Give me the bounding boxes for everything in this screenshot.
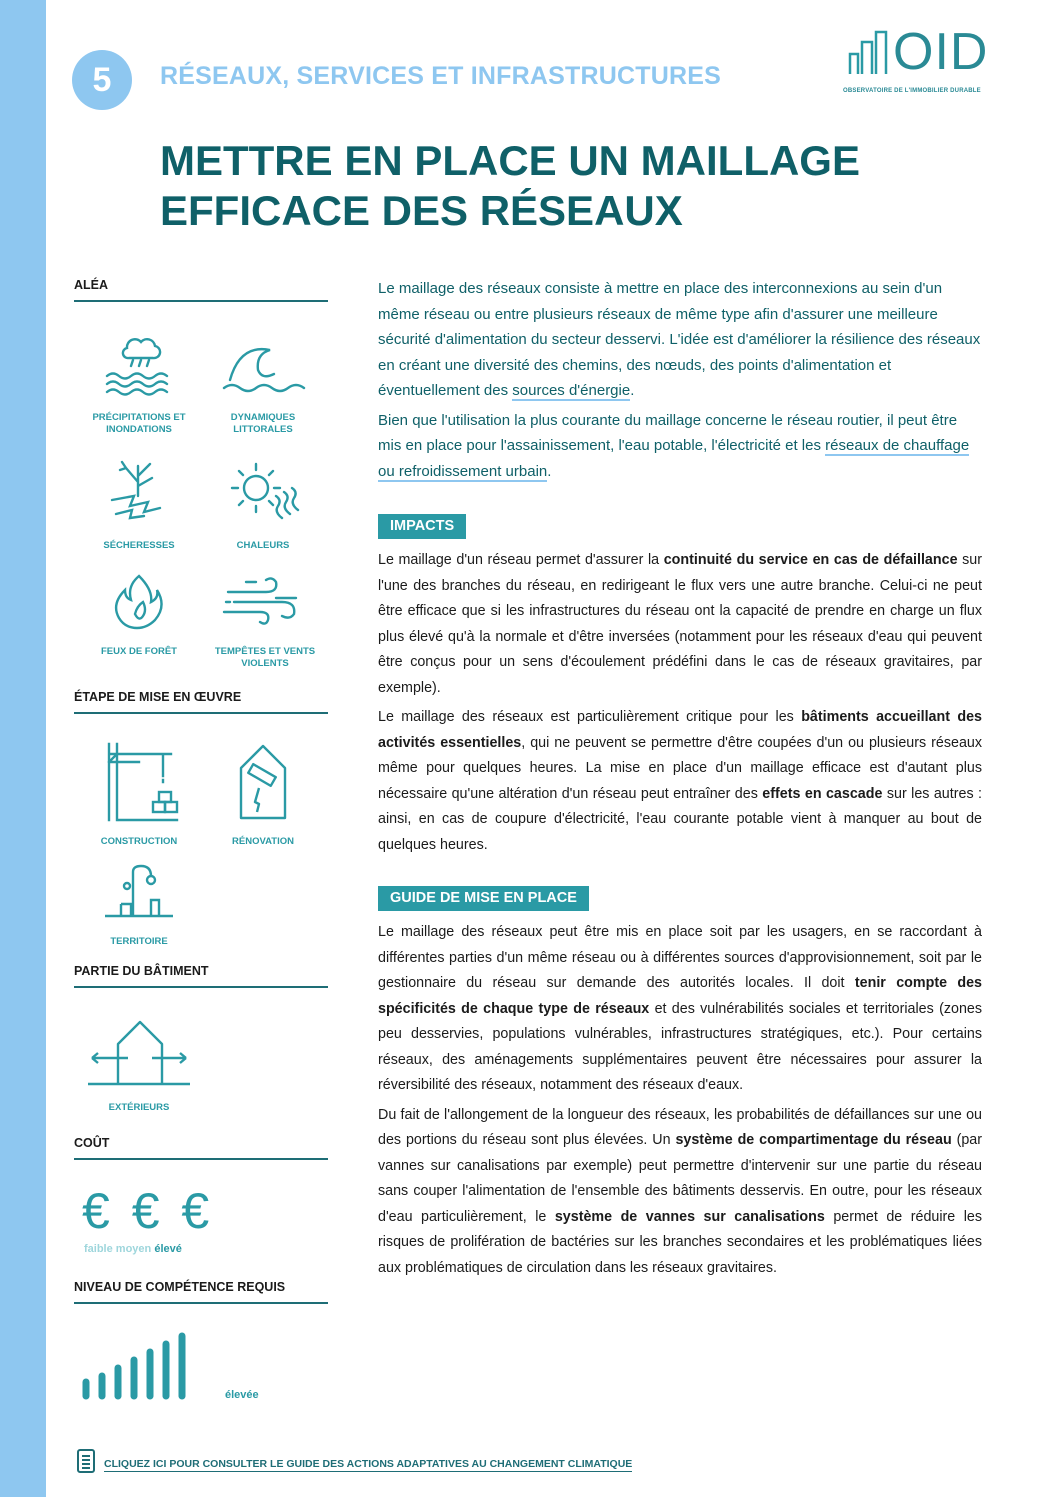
guide-paragraph-1: Le maillage des réseaux peut être mis en place soit par les usagers, en se raccordant à différentes parties d'un même réseau ou à différentes sources d'approvisionnement, soit par le gestionnaire du réseau sur demande des autorités locales. Il doit tenir compte des spécificités de chaque type de réseaux et des vulnérabilités sociales et territoriales (zones peu desservies, populations vulnérables, infrastructures stratégiques, etc.). Pour certains réseaux, des aménagements supplémentaires peuvent être nécessaires pour assurer la réversibilité des réseaux, notamment des réseaux d'eaux. xyxy=(378,924,982,1093)
hazard-secheresses xyxy=(84,456,194,552)
intro-text xyxy=(378,276,982,484)
alea-section xyxy=(74,278,328,302)
wind-icon xyxy=(220,570,310,632)
cost-mid: moyen xyxy=(115,1243,152,1255)
hazard-tempetes xyxy=(208,570,322,670)
part-exterieurs xyxy=(84,1018,194,1114)
euro-icon: € € € xyxy=(82,1183,214,1239)
cost-low: faible xyxy=(84,1243,113,1255)
hazard-label: SÉCHERESSES xyxy=(103,540,175,551)
link-sources-energie[interactable]: sources d'énergie xyxy=(512,382,631,399)
streetlamp-icon xyxy=(101,864,177,920)
flame-icon xyxy=(109,570,169,632)
title-line-1: METTRE EN PLACE UN MAILLAGE xyxy=(160,137,860,184)
hazard-precipitations xyxy=(84,330,194,436)
step-label: RÉNOVATION xyxy=(232,836,294,847)
document-icon xyxy=(76,1448,96,1474)
title-line-2: EFFICACE DES RÉSEAUX xyxy=(160,187,683,234)
logo-text: OID xyxy=(893,23,989,81)
guide-paragraph-2: Du fait de l'allongement de la longueur des réseaux, les probabilités de défaillances sur une ou des portions du réseau sont plus élevées. Un système de compartimentage du réseau (par vannes sur canalisations par exemple) peut permettre d'intervenir sur une partie du réseau sans couper l'alimentation de l'ensemble des bâtiments desservis. En outre, pour les réseaux d'eau particulièrement, le système de vannes sur canalisations permet de réduire les risques de prolifération de bactéries sur les branches secondaires et les problématiques liées aux problématiques de circulation dans les réseaux gravitaires. xyxy=(378,1106,983,1276)
footer-link-text[interactable]: CLIQUEZ ICI POUR CONSULTER LE GUIDE DES ACTIONS ADAPTATIVES AU CHANGEMENT CLIMATIQUE xyxy=(104,1458,633,1470)
paint-roller-house-icon xyxy=(233,740,293,822)
alea-heading: ALÉA xyxy=(74,278,328,302)
intro-paragraph-1: Le maillage des réseaux consiste à mettre en place des interconnexions au sein d'un même réseau ou entre plusieurs réseaux de même type afin d'assurer une meilleure sécurité d'alimentation du secteur desservi. L'idée est d'améliorer la résilience des réseaux en créant une diversité des chemins, des nœuds, des points d'alimentation et éventuellement des sources d'énergie. xyxy=(378,280,981,399)
footer-link[interactable] xyxy=(76,1448,716,1478)
hazard-littorales xyxy=(208,330,318,436)
rain-waves-icon xyxy=(101,330,177,398)
intro-paragraph-2: Bien que l'utilisation la plus courante du maillage concerne le réseau routier, il peut être mis en place pour l'assainissement, l'eau potable, l'électricité et les réseaux de chauffage ou refroidissement urbain. xyxy=(378,411,970,480)
hazard-label: INONDATIONS xyxy=(106,424,172,435)
hazard-label: DYNAMIQUES xyxy=(230,412,296,423)
page-title xyxy=(160,136,940,236)
crane-icon xyxy=(99,740,179,822)
house-arrows-icon xyxy=(84,1018,194,1090)
etape-heading: ÉTAPE DE MISE EN ŒUVRE xyxy=(74,690,328,714)
competence-heading: NIVEAU DE COMPÉTENCE REQUIS xyxy=(74,1280,328,1304)
hazard-label: VIOLENTS xyxy=(241,658,289,669)
left-accent-bar xyxy=(0,0,46,1497)
part-label: EXTÉRIEURS xyxy=(108,1102,170,1113)
hazard-feux xyxy=(84,570,194,658)
impacts-paragraph-1: Le maillage d'un réseau permet d'assurer la continuité du service en cas de défaillance sur l'une des branches du réseau, en redirigeant le flux vers une autre branche. Celui-ci ne peut être efficace que si les infrastructures du réseau ont la capacité de prendre en charge un flux plus élevé qu'à la normale et d'être inversées (notamment pour les réseaux d'eau qui peuvent être conçus pour un sens d'écoulement prédéfini dans le cas de réseaux gravitaires, par exemple). xyxy=(378,552,983,696)
link-reseaux-chauffage[interactable]: réseaux de chauffage ou refroidissement urbain xyxy=(378,437,970,480)
cout-heading: COÛT xyxy=(74,1136,328,1160)
impacts-label: IMPACTS xyxy=(378,514,466,539)
partie-heading: PARTIE DU BÂTIMENT xyxy=(74,964,328,988)
section-number-badge: 5 xyxy=(72,50,132,110)
partie-section xyxy=(74,964,328,988)
section-title: RÉSEAUX, SERVICES ET INFRASTRUCTURES xyxy=(160,62,721,90)
cout-section xyxy=(74,1136,328,1160)
dry-tree-icon xyxy=(104,456,174,526)
hazard-chaleurs xyxy=(208,456,318,552)
hazard-label: CHALEURS xyxy=(236,540,290,551)
hazard-label: FEUX DE FORÊT xyxy=(100,646,177,657)
step-renovation xyxy=(208,740,318,848)
etape-section xyxy=(74,690,328,714)
wave-icon xyxy=(220,330,306,398)
hazard-label: TEMPÊTES ET VENTS xyxy=(214,646,316,657)
cost-scale xyxy=(84,1243,182,1255)
step-label: TERRITOIRE xyxy=(110,936,168,947)
competence-section xyxy=(74,1280,328,1304)
step-label: CONSTRUCTION xyxy=(100,836,178,847)
hazard-label: PRÉCIPITATIONS ET xyxy=(92,412,186,423)
sun-heat-icon xyxy=(222,456,304,526)
impacts-paragraph-2: Le maillage des réseaux est particulièrement critique pour les bâtiments accueillant des activités essentielles, qui ne peuvent se permettre d'être coupées d'un ou plusieurs réseaux même pour quelques heures. La mise en place d'un maillage efficace est d'autant plus nécessaire qu'une altération d'un réseau peut entraîner des effets en cascade sur les autres : ainsi, en cas de coupure d'électricité, l'eau courante potable vient à manquer au bout de quelques heures. xyxy=(378,709,982,853)
guide-label: GUIDE DE MISE EN PLACE xyxy=(378,886,589,911)
step-territoire xyxy=(84,864,194,948)
step-construction xyxy=(84,740,194,848)
cost-high: élevé xyxy=(154,1243,182,1255)
competence-label: élevée xyxy=(225,1389,259,1401)
logo-subtitle: OBSERVATOIRE DE L'IMMOBILIER DURABLE xyxy=(843,88,981,94)
impacts-text xyxy=(378,548,982,858)
guide-text xyxy=(378,920,982,1281)
hazard-label: LITTORALES xyxy=(233,424,293,435)
competence-bars xyxy=(78,1330,208,1402)
